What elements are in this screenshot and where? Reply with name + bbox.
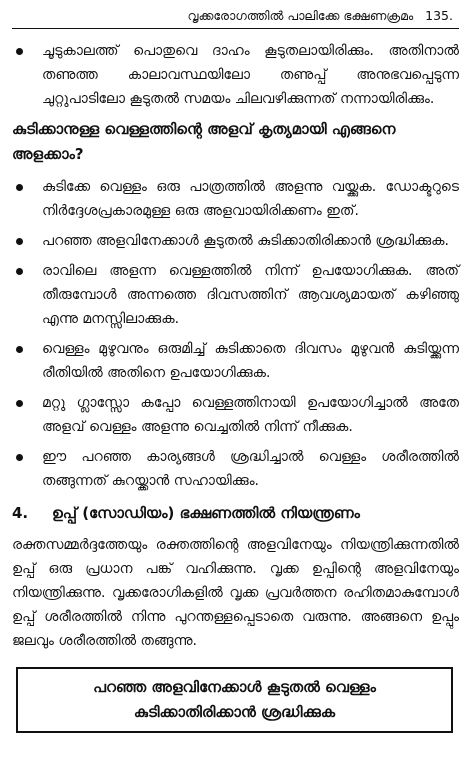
list-item: വെള്ളം മുഴുവനും ഒരുമിച്ച് കുടിക്കാതെ ദിവസം മുഴുവൻ കുടിയ്ക്കുന്ന രീതിയിൽ അതിനെ ഉപയോഗിക്കുക.: [12, 337, 459, 385]
list-item: കുടിക്കേ വെള്ളം ഒരു പാത്രത്തിൽ അളന്നു വയ്ക്കുക. ഡോക്ടറുടെ നിർദ്ദേശപ്രകാരമുള്ള ഒരു അളവായിരിക്കണം ഇത്.: [12, 175, 459, 223]
water-bullet-list: [12, 175, 459, 493]
water-section-heading: കുടിക്കാനുള്ള വെള്ളത്തിന്റെ അളവ് കൃത്യമായി എങ്ങനെ അളക്കാം?: [12, 120, 396, 163]
list-item: പറഞ്ഞ അളവിനേക്കാൾ കൂടുതൽ കുടിക്കാതിരിക്കാൻ ശ്രദ്ധിക്കുക.: [12, 229, 459, 253]
intro-bullet-list: [12, 39, 459, 111]
section-title: ഉപ്പ് (സോഡിയം) ഭക്ഷണത്തിൽ നിയന്ത്രണം: [52, 504, 360, 522]
page-number: 135.: [425, 8, 453, 23]
salt-section-heading: [12, 501, 459, 525]
running-title: വൃക്കരോഗത്തിൽ പാലിക്കേ ഭക്ഷണക്രമം: [187, 8, 414, 23]
callout-line: പറഞ്ഞ അളവിനേക്കാൾ കൂടുതൽ വെള്ളം: [93, 678, 376, 696]
callout-line: കുടിക്കാതിരിക്കാൻ ശ്രദ്ധിക്കുക: [133, 703, 336, 721]
list-item: രാവിലെ അളന്ന വെള്ളത്തിൽ നിന്ന് ഉപയോഗിക്കുക. അത് തീരുമ്പോൾ അന്നത്തെ ദിവസത്തിന് ആവശ്യമായത് കഴിഞ്ഞു എന്നു മനസ്സിലാക്കുക.: [12, 259, 459, 331]
callout-box: [16, 667, 453, 733]
list-item: ചൂടുകാലത്ത് പൊതുവെ ദാഹം കൂടുതലായിരിക്കും. അതിനാൽ തണുത്ത കാലാവസ്ഥയിലോ തണുപ്പ് അനുഭവപ്പെടുന്ന ചുറ്റുപാടിലോ കൂടുതൽ സമയം ചിലവഴിക്കുന്നത് നന്നായിരിക്കും.: [12, 39, 459, 111]
section-number: 4.: [12, 504, 29, 522]
page-header: [12, 6, 459, 29]
salt-paragraph: രക്തസമ്മർദ്ദത്തേയും രക്തത്തിന്റെ അളവിനേയും നിയന്ത്രിക്കുന്നതിൽ ഉപ്പ് ഒരു പ്രധാന പങ്ക് വഹിക്കുന്നു. വൃക്ക ഉപ്പിന്റെ അളവിനേയും നിയന്ത്രിക്കുന്നു. വൃക്കരോഗികളിൽ വൃക്ക പ്രവർത്തന രഹിതമാകുമ്പോൾ ഉപ്പ് ശരീരത്തിൽ നിന്നു പുറന്തള്ളപ്പെടാതെ വരുന്നു. അങ്ങനെ ഉപ്പും ജലവും ശരീരത്തിൽ തങ്ങുന്നു.: [12, 537, 459, 649]
list-item: മറ്റു ഗ്ലാസ്സോ കപ്പോ വെള്ളത്തിനായി ഉപയോഗിച്ചാൽ അതേ അളവ് വെള്ളം അളന്നു വെച്ചതിൽ നിന്ന് നീക്കുക.: [12, 391, 459, 439]
list-item: ഈ പറഞ്ഞ കാര്യങ്ങൾ ശ്രദ്ധിച്ചാൽ വെള്ളം ശരീരത്തിൽ തങ്ങുന്നത് കുറയ്ക്കാൻ സഹായിക്കും.: [12, 445, 459, 493]
